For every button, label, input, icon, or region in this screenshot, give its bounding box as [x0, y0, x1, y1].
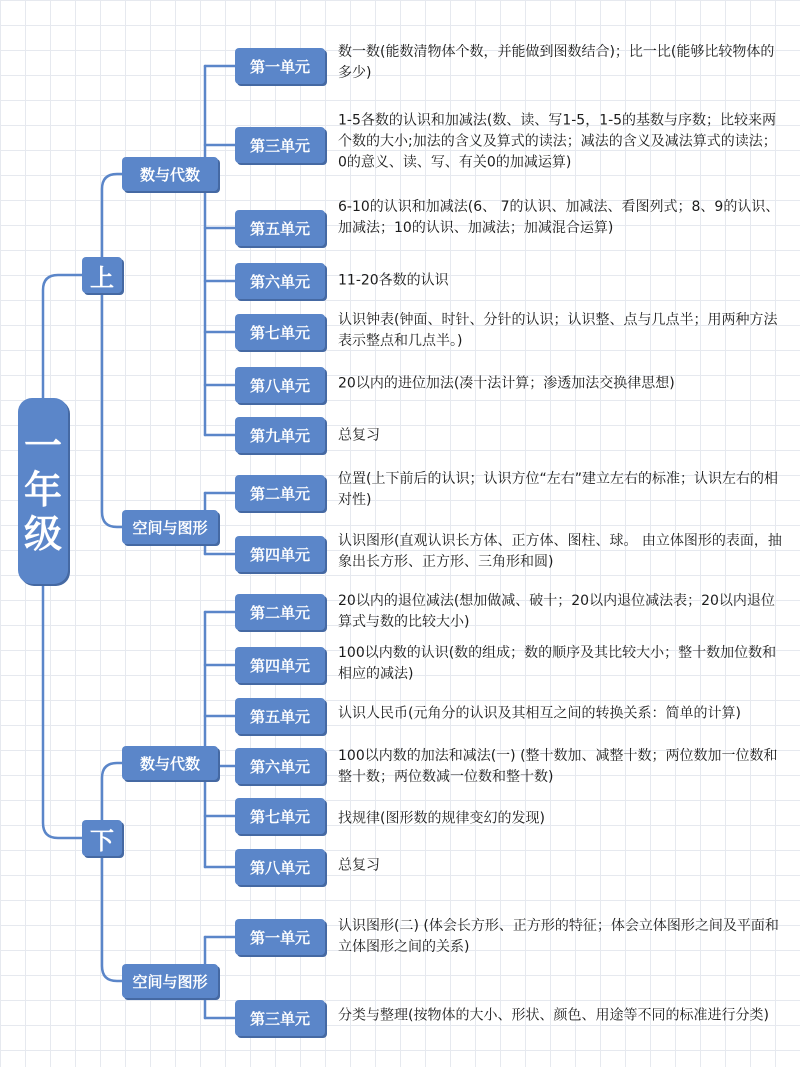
grade-root-box: [18, 398, 68, 584]
unit-description: 6-10的认识和加减法(6、 7的认识、加减法、看图列式；8、9的认识、加减法；10的认识、加减法；加减混合运算): [338, 199, 780, 236]
unit-label: 第四单元: [235, 536, 325, 572]
root-char: 年: [23, 468, 62, 513]
unit-label: 第六单元: [235, 263, 325, 299]
root-char: 一: [23, 424, 62, 469]
upper-number-algebra-node: 数与代数: [122, 157, 218, 191]
connector-line: [102, 174, 122, 257]
unit-description: 总复习: [338, 427, 380, 444]
connector-line: [43, 584, 82, 838]
unit-label: 第三单元: [235, 127, 325, 163]
unit-label: 第二单元: [235, 594, 325, 630]
lower-space-shape-node: 空间与图形: [122, 964, 218, 998]
upper-space-shape-node: 空间与图形: [122, 510, 218, 544]
unit-description: 认识图形(直观认识长方体、正方体、图柱、球。 由立体图形的表面，抽象出长方形、正方形、三角形和圆): [338, 533, 782, 570]
unit-description: 找规律(图形数的规律变幻的发现): [338, 810, 545, 827]
unit-label: 第一单元: [235, 919, 325, 955]
unit-description: 1-5各数的认识和加减法(数、读、写1-5，1-5的基数与序数；比较来两个数的大小;加法的含义及算式的读法；减法的含义及减法算式的读法；0的意义、读、写、有关0的加减运算): [338, 112, 777, 171]
unit-description: 100以内数的加法和减法(一) (整十数加、减整十数；两位数加一位数和整十数；两位数减一位数和整十数): [338, 748, 778, 785]
upper-semester-node: 上: [82, 257, 122, 293]
unit-description: 认识钟表(钟面、时针、分针的认识；认识整、点与几点半；用两种方法表示整点和几点半。): [338, 312, 778, 349]
unit-label: 第七单元: [235, 314, 325, 350]
lower-semester-node: 下: [82, 820, 122, 856]
unit-label: 第一单元: [235, 48, 325, 84]
unit-label: 第五单元: [235, 210, 325, 246]
unit-description: 100以内数的认识(数的组成；数的顺序及其比较大小；整十数加位数和相应的减法): [338, 645, 777, 682]
unit-label: 第六单元: [235, 748, 325, 784]
unit-description: 认识人民币(元角分的认识及其相互之间的转换关系：简单的计算): [338, 705, 741, 722]
unit-label: 第八单元: [235, 849, 325, 885]
unit-label: 第七单元: [235, 798, 325, 834]
unit-description: 11-20各数的认识: [338, 272, 449, 289]
unit-label: 第二单元: [235, 475, 325, 511]
unit-label: 第八单元: [235, 367, 325, 403]
connector-line: [43, 275, 82, 398]
unit-description: 20以内的进位加法(凑十法计算；渗透加法交换律思想): [338, 375, 675, 392]
unit-description: 20以内的退位减法(想加做减、破十；20以内退位减法表；20以内退位算式与数的比较大小): [338, 593, 775, 630]
connector-line: [102, 763, 122, 820]
unit-description: 位置(上下前后的认识；认识方位“左右”建立左右的标准；认识左右的相对性): [338, 471, 778, 508]
root-char: 级: [23, 511, 62, 556]
unit-label: 第五单元: [235, 698, 325, 734]
unit-description: 分类与整理(按物体的大小、形状、颜色、用途等不同的标准进行分类): [338, 1007, 769, 1024]
lower-number-algebra-node: 数与代数: [122, 746, 218, 780]
unit-description: 数一数(能数清物体个数，并能做到图数结合)；比一比(能够比较物体的多少): [338, 44, 775, 81]
unit-label: 第四单元: [235, 647, 325, 683]
unit-label: 第九单元: [235, 417, 325, 453]
unit-label: 第三单元: [235, 1000, 325, 1036]
connector-line: [102, 293, 122, 527]
unit-description: 认识图形(二) (体会长方形、正方形的特征；体会立体图形之间及平面和立体图形之间的关系): [338, 918, 779, 955]
connector-line: [102, 856, 122, 981]
unit-description: 总复习: [338, 857, 380, 874]
